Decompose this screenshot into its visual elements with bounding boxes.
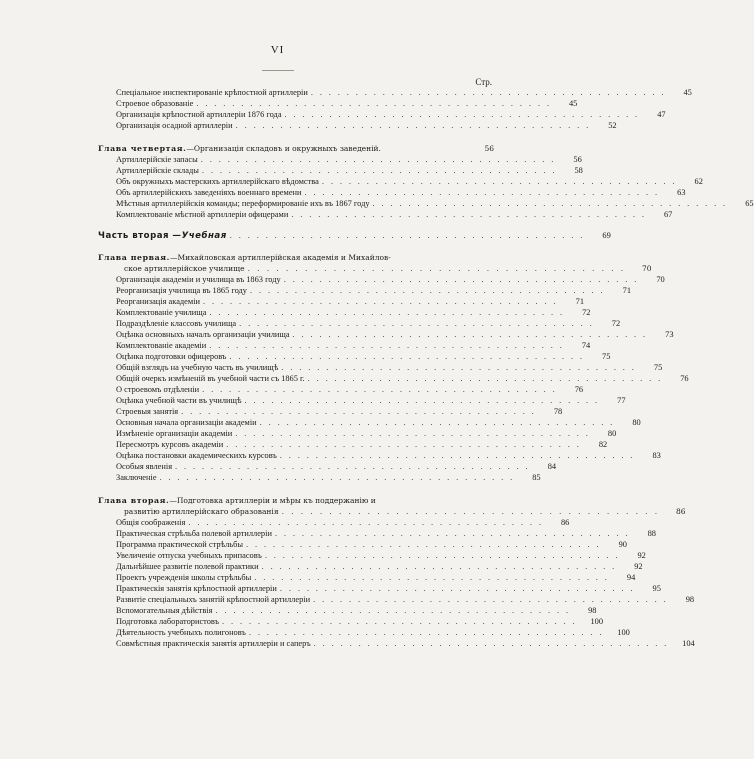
toc-page: 56 (573, 155, 582, 164)
leader-dots: . . . . . . . . . . . . . . . . . . . . . . . . . . . . . . . . . . . . . . . . (159, 473, 515, 482)
toc-page: 75 (653, 363, 663, 372)
leader-dots: . . . . . . . . . . . . . . . . . . . . . . . . . . . . . . . . . . . . . . . . (175, 462, 531, 471)
leader-dots: . . . . . . . . . . . . . . . . . . . . . . . . . . . . . . . . . . . . . . . . (283, 275, 639, 284)
leader-dots: . . . . . . . . . . . . . . . . . . . . . . . . . . . . . . . . . . . . . . . . (284, 110, 640, 119)
toc-entry: Артиллерійскіе склады . . . . . . . . . . . . . . . . . . . . . . . . . . . . . . . . . . . . . . . . 58 (116, 166, 583, 175)
toc-entry: Комплектованіе мѣстной артиллеріи офицерами . . . . . . . . . . . . . . . . . . . . . . . . . . . . . . . . . . . . . . . . 67 (116, 210, 673, 219)
leader-dots: . . . . . . . . . . . . . . . . . . . . . . . . . . . . . . . . . . . . . . . . (215, 606, 571, 615)
chapter-heading-continuation: развитію артиллерійскаго образованія . . . . . . . . . . . . . . . . . . . . . . . . . . . . . . . . . . . . . . . . 86 (124, 507, 686, 516)
leader-dots: . . . . . . . . . . . . . . . . . . . . . . . . . . . . . . . . . . . . . . . . (200, 155, 556, 164)
toc-entry: Реорганизація академіи . . . . . . . . . . . . . . . . . . . . . . . . . . . . . . . . . . . . . . . . 71 (116, 297, 585, 306)
toc-page: 56 (484, 144, 494, 153)
leader-dots: . . . . . . . . . . . . . . . . . . . . . . . . . . . . . . . . . . . . . . . . (226, 440, 582, 449)
chapter-label: Глава вторая. (98, 496, 170, 505)
toc-page: 72 (582, 308, 591, 317)
toc-entry: Практическія занятія крѣпостной артиллеріи . . . . . . . . . . . . . . . . . . . . . . . . . . . . . . . . . . . . . . . . 95 (116, 584, 661, 593)
toc-page: 45 (568, 99, 578, 108)
toc-page: 90 (618, 540, 627, 549)
toc-page: 76 (574, 385, 584, 394)
toc-entry: Общій очеркъ измѣненій въ учебной части съ 1865 г. . . . . . . . . . . . . . . . . . . . . . . . . . . . . . . . . . . . . . . . . 76 (116, 374, 689, 383)
toc-entry: Вспомогательныя дѣйствія . . . . . . . . . . . . . . . . . . . . . . . . . . . . . . . . . . . . . . . . 98 (116, 606, 597, 615)
toc-page: 74 (581, 341, 591, 350)
leader-dots: . . . . . . . . . . . . . . . . . . . . . . . . . . . . . . . . . . . . . . . . (307, 374, 663, 383)
toc-page: 98 (588, 606, 597, 615)
toc-entry: Подготовка лаборатористовъ . . . . . . . . . . . . . . . . . . . . . . . . . . . . . . . . . . . . . . . . 100 (116, 617, 603, 626)
leader-dots: . . . . . . . . . . . . . . . . . . . . . . . . . . . . . . . . . . . . . . . . (281, 363, 637, 372)
header-rule (262, 70, 294, 71)
toc-entry: Подраздѣленіе классовъ училища . . . . . . . . . . . . . . . . . . . . . . . . . . . . . . . . . . . . . . . . 72 (116, 319, 621, 328)
leader-dots: . . . . . . . . . . . . . . . . . . . . . . . . . . . . . . . . . . . . . . . . (229, 231, 585, 240)
toc-entry: Программа практической стрѣльбы . . . . . . . . . . . . . . . . . . . . . . . . . . . . . . . . . . . . . . . . 90 (116, 540, 627, 549)
toc-page: 85 (532, 473, 541, 482)
toc-entry: Основныя начала организаціи академіи . . . . . . . . . . . . . . . . . . . . . . . . . . . . . . . . . . . . . . . . 80 (116, 418, 641, 427)
leader-dots: . . . . . . . . . . . . . . . . . . . . . . . . . . . . . . . . . . . . . . . . (235, 121, 591, 130)
toc-entry: Практическая стрѣльба полевой артиллеріи . . . . . . . . . . . . . . . . . . . . . . . . . . . . . . . . . . . . . . . . 88 (116, 529, 656, 538)
toc-section (98, 87, 692, 131)
leader-dots: . . . . . . . . . . . . . . . . . . . . . . . . . . . . . . . . . . . . . . . . (313, 639, 669, 648)
toc-page: 47 (657, 110, 666, 119)
toc-entry: Особыя явленія . . . . . . . . . . . . . . . . . . . . . . . . . . . . . . . . . . . . . . . . 84 (116, 462, 557, 471)
leader-dots: . . . . . . . . . . . . . . . . . . . . . . . . . . . . . . . . . . . . . . . . (291, 210, 647, 219)
toc-page: 98 (685, 595, 695, 604)
toc-entry: Проектъ учрежденія школы стрѣльбы . . . . . . . . . . . . . . . . . . . . . . . . . . . . . . . . . . . . . . . . 94 (116, 573, 636, 582)
leader-dots: . . . . . . . . . . . . . . . . . . . . . . . . . . . . . . . . . . . . . . . . (264, 551, 620, 560)
leader-dots: . . . . . . . . . . . . . . . . . . . . . . . . . . . . . . . . . . . . . . . . (202, 385, 558, 394)
table-of-contents (98, 87, 754, 649)
leader-dots: . . . . . . . . . . . . . . . . . . . . . . . . . . . . . . . . . . . . . . . . (279, 451, 635, 460)
leader-dots: . . . . . . . . . . . . . . . . . . . . . . . . . . . . . . . . . . . . . . . . (181, 407, 537, 416)
toc-page: 84 (547, 462, 557, 471)
leader-dots: . . . . . . . . . . . . . . . . . . . . . . . . . . . . . . . . . . . . . . . . (321, 177, 677, 186)
chapter-heading-continuation: ское артиллерійское училище . . . . . . . . . . . . . . . . . . . . . . . . . . . . . . . . . . . . . . . . 70 (124, 264, 652, 273)
toc-page: 76 (680, 374, 689, 383)
leader-dots: . . . . . . . . . . . . . . . . . . . . . . . . . . . . . . . . . . . . . . . . (235, 429, 591, 438)
toc-entry: Организація академіи и училища въ 1863 году . . . . . . . . . . . . . . . . . . . . . . . . . . . . . . . . . . . . . . . . 70 (116, 275, 665, 284)
toc-entry: О строевомъ отдѣленіи . . . . . . . . . . . . . . . . . . . . . . . . . . . . . . . . . . . . . . . . 76 (116, 385, 584, 394)
toc-entry: Оцѣнка постановки академическихъ курсовъ . . . . . . . . . . . . . . . . . . . . . . . . . . . . . . . . . . . . . . . . 83 (116, 451, 661, 460)
leader-dots: . . . . . . . . . . . . . . . . . . . . . . . . . . . . . . . . . . . . . . . . (292, 330, 648, 339)
page-column-header: Стр. (475, 77, 492, 87)
toc-entry: Артиллерійскіе запасы . . . . . . . . . . . . . . . . . . . . . . . . . . . . . . . . . . . . . . . . 56 (116, 155, 582, 164)
toc-page: 92 (634, 562, 643, 571)
toc-entry: Увеличеніе отпуска учебныхъ припасовъ . . . . . . . . . . . . . . . . . . . . . . . . . . . . . . . . . . . . . . . . 92 (116, 551, 646, 560)
toc-entry: Развитіе спеціальныхъ занятій крѣпостной артиллеріи . . . . . . . . . . . . . . . . . . . . . . . . . . . . . . . . . . . . . . . . 98 (116, 595, 695, 604)
toc-page: 88 (647, 529, 656, 538)
chapter-heading (98, 252, 494, 263)
toc-page: 80 (607, 429, 617, 438)
leader-dots: . . . . . . . . . . . . . . . . . . . . . . . . . . . . . . . . . . . . . . . . (279, 584, 635, 593)
toc-entry: Оцѣнка учебной части въ училищѣ . . . . . . . . . . . . . . . . . . . . . . . . . . . . . . . . . . . . . . . . 77 (116, 396, 626, 405)
toc-page: 65 (745, 199, 754, 208)
toc-page: 52 (608, 121, 617, 130)
toc-page: 58 (574, 166, 583, 175)
toc-page: 86 (675, 507, 686, 516)
toc-entry: Строевое образованіе . . . . . . . . . . . . . . . . . . . . . . . . . . . . . . . . . . . . . . . . 45 (116, 99, 578, 108)
toc-entry: Общія соображенія . . . . . . . . . . . . . . . . . . . . . . . . . . . . . . . . . . . . . . . . 86 (116, 518, 570, 527)
toc-page: 92 (637, 551, 646, 560)
toc-entry: Оцѣнка основныхъ началъ организаціи училища . . . . . . . . . . . . . . . . . . . . . . . . . . . . . . . . . . . . . . . . 73 (116, 330, 674, 339)
toc-entry: Реорганизація училища въ 1865 году . . . . . . . . . . . . . . . . . . . . . . . . . . . . . . . . . . . . . . . . 71 (116, 286, 631, 295)
leader-dots: . . . . . . . . . . . . . . . . . . . . . . . . . . . . . . . . . . . . . . . . (254, 573, 610, 582)
toc-entry: Мѣстныя артиллерійскія команды; переформированіе ихъ въ 1867 году . . . . . . . . . . . . . . . . . . . . . . . . . . . . . . . . . . . . . . . . 65 (116, 199, 754, 208)
toc-page: 72 (611, 319, 621, 328)
chapter-title: —Михайловская артиллерійская академія и Михайлов- (169, 253, 391, 262)
toc-page: 45 (683, 88, 692, 97)
leader-dots: . . . . . . . . . . . . . . . . . . . . . . . . . . . . . . . . . . . . . . . . (259, 418, 615, 427)
leader-dots: . . . . . . . . . . . . . . . . . . . . . . . . . . . . . . . . . . . . . . . . (196, 99, 552, 108)
toc-entry: Дѣятельность учебныхъ полигоновъ . . . . . . . . . . . . . . . . . . . . . . . . . . . . . . . . . . . . . . . . 100 (116, 628, 630, 637)
toc-page: 75 (602, 352, 611, 361)
toc-entry: Объ окружныхъ мастерскихъ артиллерійскаго вѣдомства . . . . . . . . . . . . . . . . . . . . . . . . . . . . . . . . . . . . . . . . 62 (116, 177, 703, 186)
toc-page: 69 (602, 231, 611, 240)
leader-dots: . . . . . . . . . . . . . . . . . . . . . . . . . . . . . . . . . . . . . . . . (261, 562, 617, 571)
leader-dots: . . . . . . . . . . . . . . . . . . . . . . . . . . . . . . . . . . . . . . . . (304, 188, 660, 197)
toc-entry: Дальнѣйшее развитіе полевой практики . . . . . . . . . . . . . . . . . . . . . . . . . . . . . . . . . . . . . . . . 92 (116, 562, 643, 571)
toc-page: 77 (617, 396, 626, 405)
leader-dots: . . . . . . . . . . . . . . . . . . . . . . . . . . . . . . . . . . . . . . . . (188, 518, 544, 527)
toc-page: 62 (694, 177, 703, 186)
toc-entry: Комплектованіе академіи . . . . . . . . . . . . . . . . . . . . . . . . . . . . . . . . . . . . . . . . 74 (116, 341, 591, 350)
toc-entry: Пересмотръ курсовъ академіи . . . . . . . . . . . . . . . . . . . . . . . . . . . . . . . . . . . . . . . . 82 (116, 440, 608, 449)
toc-entry: Спеціальное инспектированіе крѣпостной артиллеріи . . . . . . . . . . . . . . . . . . . . . . . . . . . . . . . . . . . . . . . . 45 (116, 88, 692, 97)
leader-dots: . . . . . . . . . . . . . . . . . . . . . . . . . . . . . . . . . . . . . . . . (274, 529, 630, 538)
toc-page: 73 (665, 330, 674, 339)
leader-dots: . . . . . . . . . . . . . . . . . . . . . . . . . . . . . . . . . . . . . . . . (203, 297, 559, 306)
toc-entry: Общій взглядъ на учебную часть въ училищѣ . . . . . . . . . . . . . . . . . . . . . . . . . . . . . . . . . . . . . . . . 75 (116, 363, 663, 372)
toc-page: 78 (553, 407, 563, 416)
toc-entry: Организація осадной артиллеріи . . . . . . . . . . . . . . . . . . . . . . . . . . . . . . . . . . . . . . . . 52 (116, 121, 617, 130)
leader-dots: . . . . . . . . . . . . . . . . . . . . . . . . . . . . . . . . . . . . . . . . (209, 308, 565, 317)
toc-page: 83 (652, 451, 661, 460)
toc-page: 100 (617, 628, 630, 637)
leader-dots: . . . . . . . . . . . . . . . . . . . . . . . . . . . . . . . . . . . . . . . . (209, 341, 565, 350)
toc-entry: Строевыя занятія . . . . . . . . . . . . . . . . . . . . . . . . . . . . . . . . . . . . . . . . 78 (116, 407, 563, 416)
chapter-title: —Подготовка артиллеріи и мѣры къ поддержанію и (169, 496, 376, 505)
leader-dots: . . . . . . . . . . . . . . . . . . . . . . . . . . . . . . . . . . . . . . . . (244, 396, 600, 405)
toc-entry: Объ артиллерійскихъ заведеніяхъ военнаго времени . . . . . . . . . . . . . . . . . . . . . . . . . . . . . . . . . . . . . . . . 63 (116, 188, 686, 197)
toc-page: 71 (575, 297, 585, 306)
toc-page: 80 (632, 418, 641, 427)
toc-section (98, 143, 754, 220)
leader-dots: . . . . . . . . . . . . . . . . . . . . . . . . . . . . . . . . . . . . . . . . (229, 352, 585, 361)
toc-entry: Комплектованіе училища . . . . . . . . . . . . . . . . . . . . . . . . . . . . . . . . . . . . . . . . 72 (116, 308, 591, 317)
leader-dots: . . . . . . . . . . . . . . . . . . . . . . . . . . . . . . . . . . . . . . . . (201, 166, 557, 175)
leader-dots: . . . . . . . . . . . . . . . . . . . . . . . . . . . . . . . . . . . . . . . . (313, 595, 669, 604)
page-number: VI (270, 44, 285, 56)
toc-page: 100 (590, 617, 603, 626)
chapter-heading (98, 495, 494, 506)
toc-page: 63 (677, 188, 686, 197)
chapter-title: —Организація складовъ и окружныхъ заведеній. (186, 144, 381, 153)
toc-page: 86 (560, 518, 570, 527)
part-label: Часть вторая (98, 231, 170, 241)
toc-page: 104 (682, 639, 695, 648)
leader-dots: . . . . . . . . . . . . . . . . . . . . . . . . . . . . . . . . . . . . . . . . (221, 617, 577, 626)
toc-section (98, 252, 689, 483)
toc-page: 95 (652, 584, 661, 593)
leader-dots: . . . . . . . . . . . . . . . . . . . . . . . . . . . . . . . . . . . . . . . . (372, 199, 728, 208)
toc-entry: Измѣненіе организаціи академіи . . . . . . . . . . . . . . . . . . . . . . . . . . . . . . . . . . . . . . . . 80 (116, 429, 617, 438)
toc-section (98, 495, 695, 649)
part-heading (98, 228, 611, 244)
leader-dots: . . . . . . . . . . . . . . . . . . . . . . . . . . . . . . . . . . . . . . . . (245, 540, 601, 549)
chapter-label: Глава первая. (98, 253, 170, 262)
toc-page: 94 (626, 573, 636, 582)
leader-dots: . . . . . . . . . . . . . . . . . . . . . . . . . . . . . . . . . . . . . . . . (247, 264, 626, 273)
toc-entry: Заключеніе . . . . . . . . . . . . . . . . . . . . . . . . . . . . . . . . . . . . . . . . 85 (116, 473, 541, 482)
toc-page: 82 (598, 440, 608, 449)
leader-dots: . . . . . . . . . . . . . . . . . . . . . . . . . . . . . . . . . . . . . . . . (248, 628, 604, 637)
chapter-label: Глава четвертая. (98, 144, 187, 153)
toc-page: 71 (622, 286, 631, 295)
part-title: —Учебная (172, 231, 227, 241)
toc-page: 70 (642, 264, 652, 273)
leader-dots: . . . . . . . . . . . . . . . . . . . . . . . . . . . . . . . . . . . . . . . . (239, 319, 595, 328)
toc-entry: Оцѣнка подготовки офицеровъ . . . . . . . . . . . . . . . . . . . . . . . . . . . . . . . . . . . . . . . . 75 (116, 352, 611, 361)
chapter-heading (98, 143, 494, 154)
toc-entry: Совмѣстныя практическія занятія артиллеріи и саперъ . . . . . . . . . . . . . . . . . . . . . . . . . . . . . . . . . . . . . . . . 104 (116, 639, 695, 648)
toc-page: 67 (663, 210, 673, 219)
toc-entry: Организація крѣпостной артиллеріи 1876 года . . . . . . . . . . . . . . . . . . . . . . . . . . . . . . . . . . . . . . . . 47 (116, 110, 666, 119)
leader-dots: . . . . . . . . . . . . . . . . . . . . . . . . . . . . . . . . . . . . . . . . (249, 286, 605, 295)
toc-page: 70 (656, 275, 665, 284)
leader-dots: . . . . . . . . . . . . . . . . . . . . . . . . . . . . . . . . . . . . . . . . (310, 88, 666, 97)
leader-dots: . . . . . . . . . . . . . . . . . . . . . . . . . . . . . . . . . . . . . . . . (281, 507, 660, 516)
